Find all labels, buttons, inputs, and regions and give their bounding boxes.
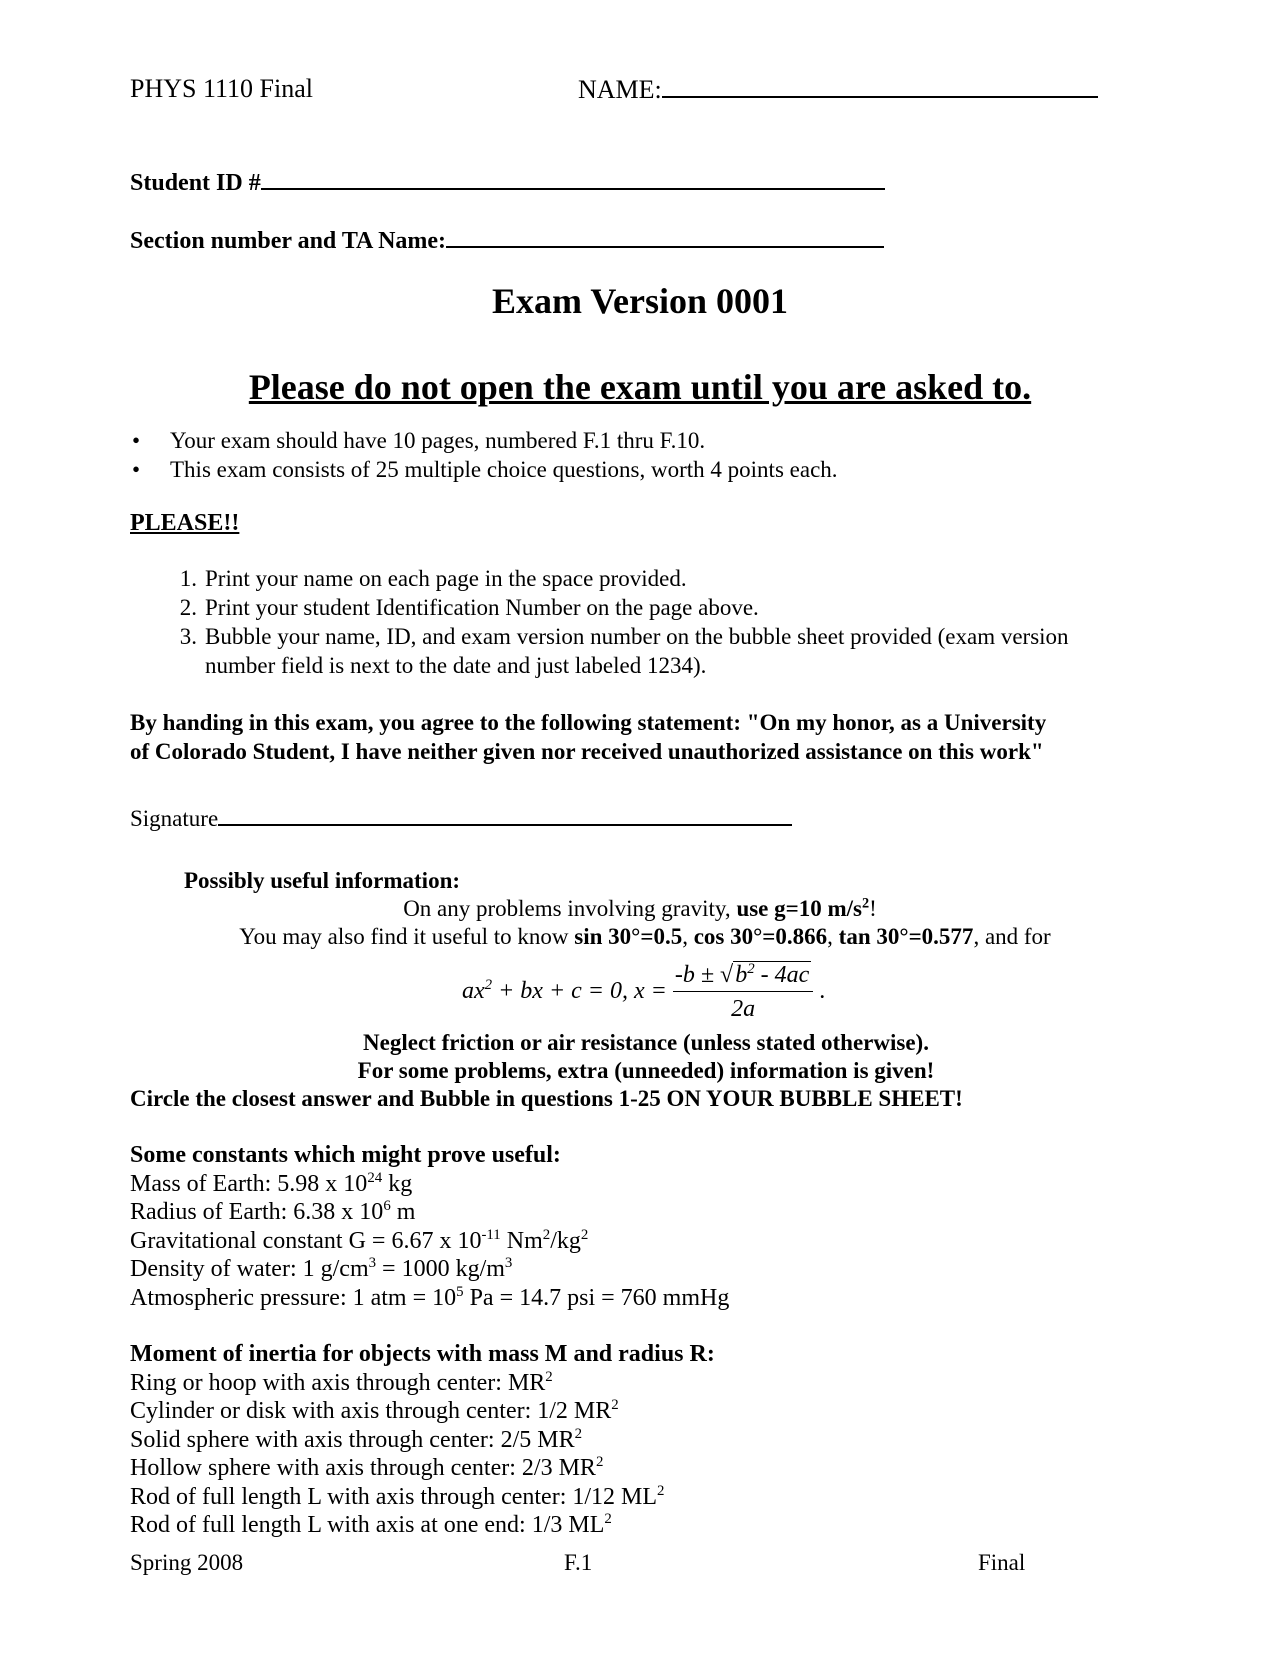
inertia-block [130, 1340, 715, 1540]
list-item: • This exam consists of 25 multiple choice questions, worth 4 points each. [132, 457, 838, 482]
useful-info-heading: Possibly useful information: [184, 868, 461, 893]
footer-term: Spring 2008 [130, 1550, 244, 1575]
bullet-icon: • [132, 428, 141, 453]
bubble-instruction: Circle the closest answer and Bubble in questions 1-25 ON YOUR BUBBLE SHEET! [130, 1086, 963, 1111]
list-item: 2. Print your student Identification Number on the page above. [179, 595, 759, 620]
constants-heading: Some constants which might prove useful: [130, 1142, 561, 1168]
warning-heading: Please do not open the exam until you are asked to. [248, 367, 1032, 407]
name-label: NAME: [578, 75, 662, 104]
list-item: Ring or hoop with axis through center: $MR^2$ [130, 1368, 553, 1396]
list-item: Atmospheric pressure: 1 atm = $10^5$ Pa = 14.7 psi = 760 mmHg [130, 1283, 730, 1311]
trig-note: You may also find it useful to know sin 30°=0.5, cos 30°=0.866, tan 30°=0.577, and for [239, 924, 1051, 949]
instructions-list [179, 564, 1069, 680]
footer-page-number: F.1 [564, 1550, 593, 1575]
quadratic-formula: $ax^2$ + bx + c = 0, x = $\frac{-b \pm √b^2 - 4ac}{2a}$ . [462, 961, 826, 1022]
section-field[interactable] [130, 224, 884, 255]
list-item: Rod of full length L with axis through center: 1/12 $ML^2$ [130, 1482, 665, 1510]
list-item: Hollow sphere with axis through center: 2/3 $MR^2$ [130, 1454, 604, 1481]
constants-block [130, 1141, 729, 1312]
signature-field[interactable] [130, 802, 792, 832]
section-blank[interactable] [446, 224, 884, 248]
student-id-label: Student ID # [130, 170, 261, 196]
list-item: Rod of full length L with axis at one end: 1/3 $ML^2$ [130, 1511, 612, 1538]
honor-statement: By handing in this exam, you agree to the following statement: "On my honor, as a University of Colorado Student, I have neither given nor received unauthorized assistance on this work" [130, 710, 1047, 764]
list-item: Mass of Earth: 5.98 x $10^{24}$ kg [130, 1169, 413, 1197]
footer-label: Final [978, 1550, 1026, 1575]
name-blank[interactable] [662, 74, 1098, 98]
inertia-heading: Moment of inertia for objects with mass M and radius R: [130, 1341, 715, 1367]
list-item: Gravitational constant G = 6.67 x $10^{-11}$ $Nm^2/kg^2$ [130, 1226, 589, 1254]
student-id-blank[interactable] [261, 166, 885, 190]
bullet-icon: • [132, 457, 141, 482]
list-item: Solid sphere with axis through center: 2/5 $MR^2$ [130, 1425, 583, 1453]
list-item: Cylinder or disk with axis through center: 1/2 $MR^2$ [130, 1397, 619, 1424]
quadratic-fraction: $\frac{-b \pm √b^2 - 4ac}{2a}$ [673, 962, 813, 1023]
list-item: Density of water: 1 $g/cm^3 = 1000$ $kg/m^3$ [130, 1255, 513, 1282]
list-item-continued: number field is next to the date and just labeled 1234). [205, 653, 707, 678]
list-item: Radius of Earth: 6.38 x $10^6$ m [130, 1198, 416, 1225]
list-item: • Your exam should have 10 pages, numbered F.1 thru F.10. [132, 428, 706, 453]
course-title: PHYS 1110 Final [130, 74, 313, 103]
student-id-field[interactable] [130, 166, 885, 197]
please-heading: PLEASE!! [130, 510, 240, 536]
signature-label: Signature [130, 806, 219, 831]
neglect-note: Neglect friction or air resistance (unless stated otherwise). [363, 1030, 929, 1055]
name-field[interactable] [578, 74, 1098, 105]
signature-blank[interactable] [218, 802, 792, 826]
extra-info-note: For some problems, extra (unneeded) information is given! [357, 1058, 935, 1083]
gravity-note: On any problems involving gravity, use g=10 $m/s^2$! [403, 895, 877, 921]
list-item: 1. Print your name on each page in the space provided. [179, 566, 687, 591]
exam-info-list [132, 426, 838, 484]
section-label: Section number and TA Name: [130, 228, 447, 254]
list-item: 3. Bubble your name, ID, and exam version number on the bubble sheet provided (exam version [179, 624, 1069, 649]
exam-version-title: Exam Version 0001 [491, 281, 789, 321]
